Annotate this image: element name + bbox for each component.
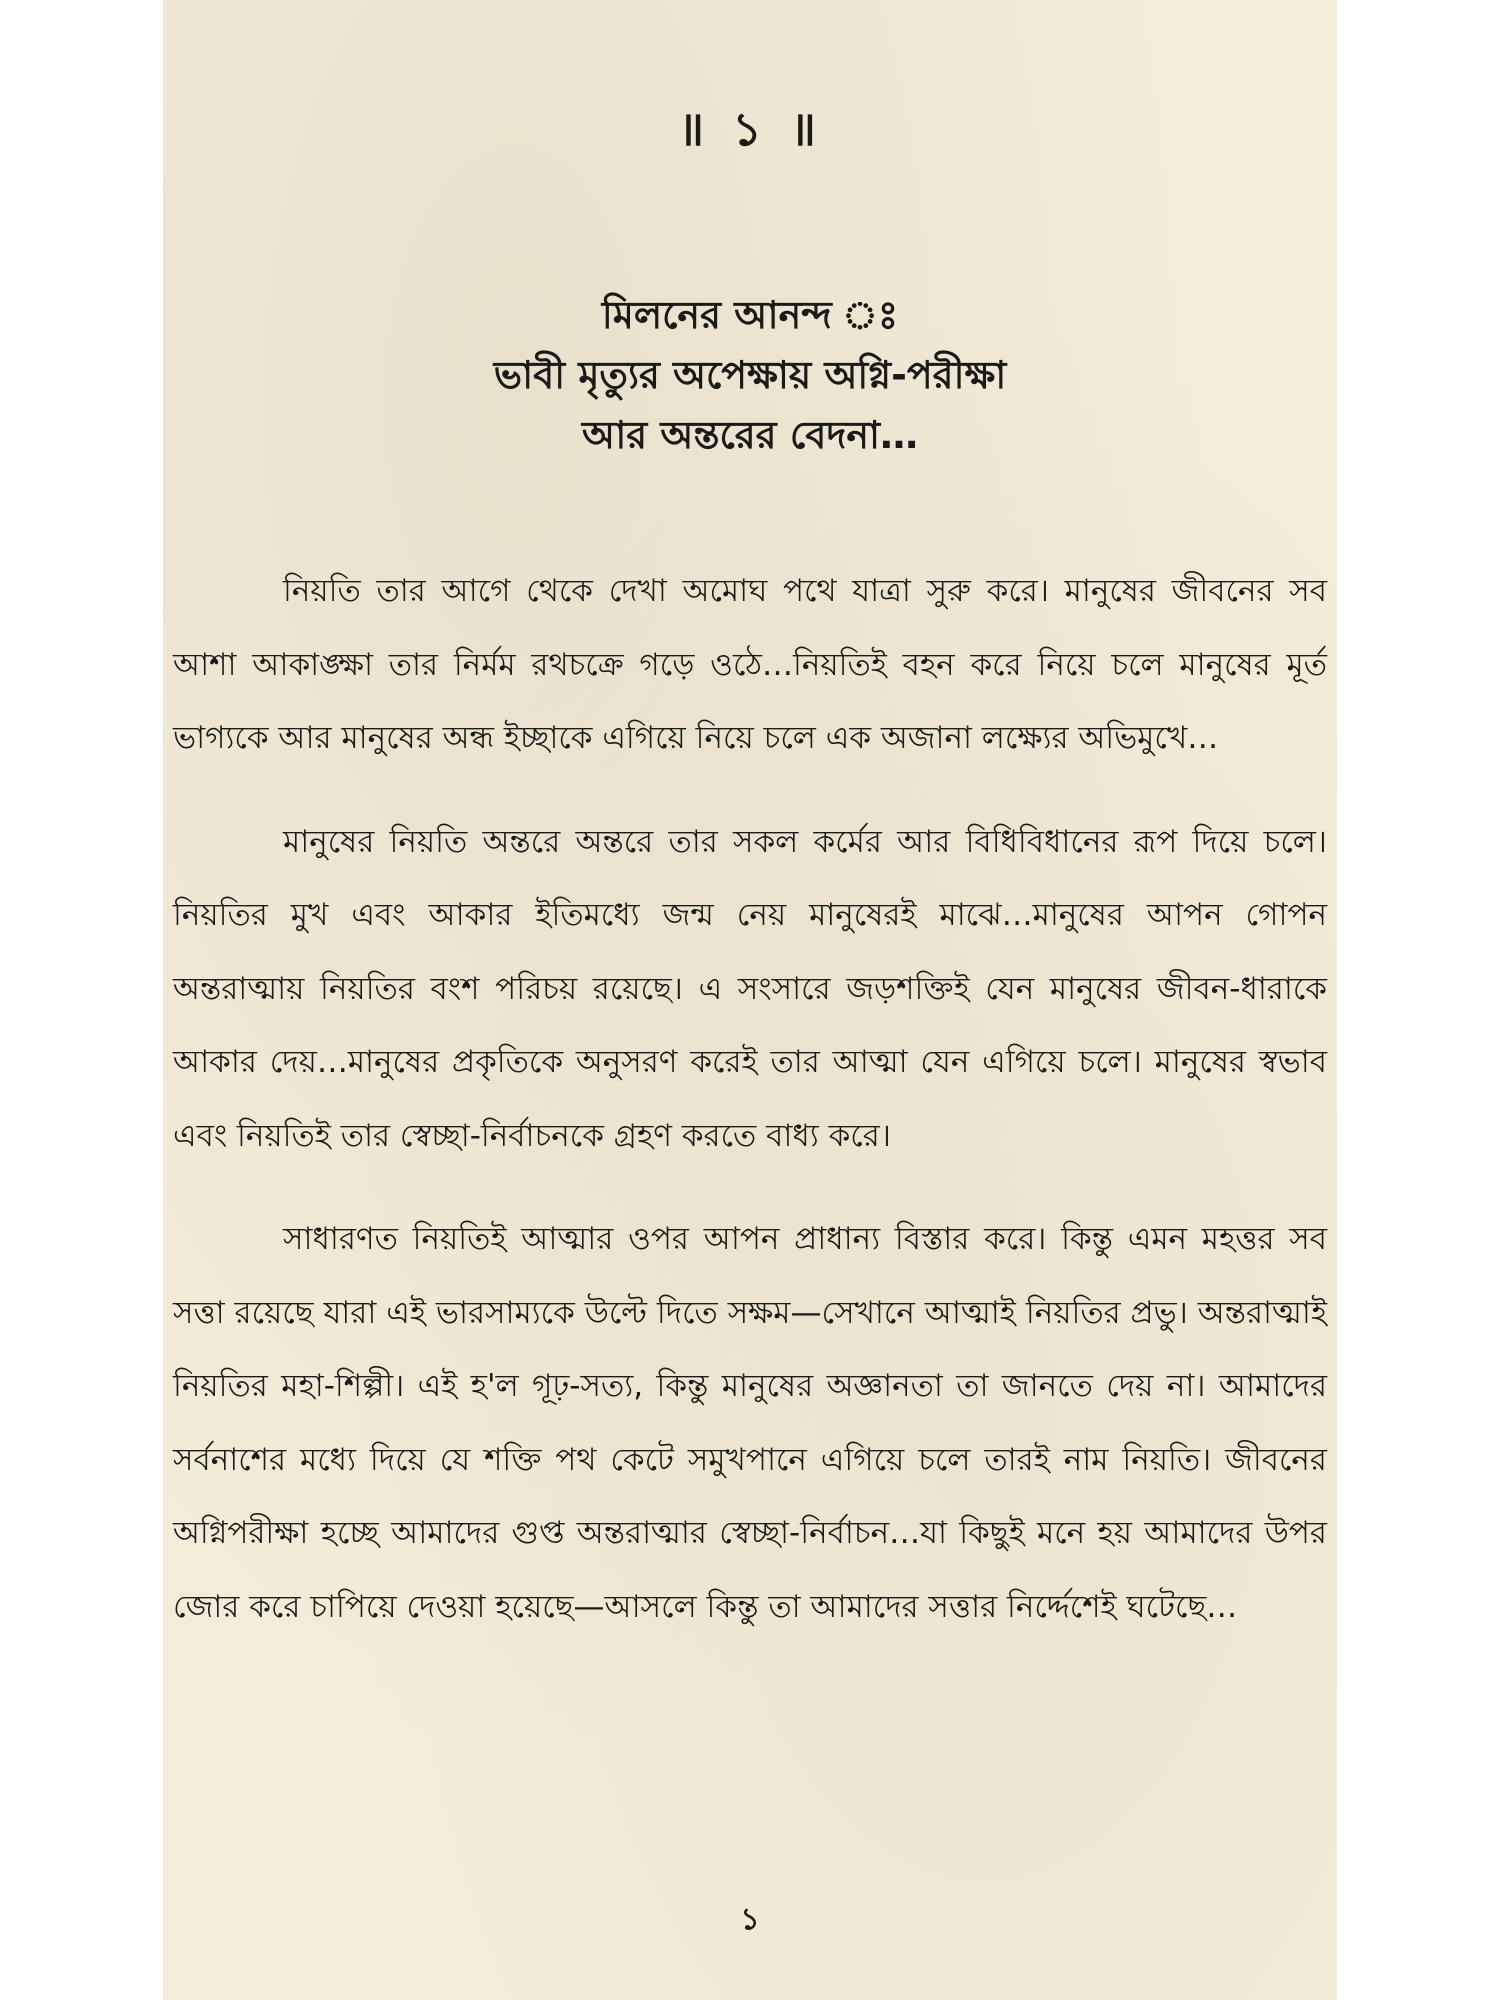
heading-line-1: মিলনের আনন্দ ঃ — [601, 293, 899, 337]
body-text — [173, 555, 1327, 1674]
paragraph-1: নিয়তি তার আগে থেকে দেখা অমোঘ পথে যাত্রা সুরু করে। মানুষের জীবনের সব আশা আকাঙ্ক্ষা তার নির্মম রথচক্রে গড়ে ওঠে…নিয়তিই বহন করে নিয়ে চলে মানুষের মূর্ত ভাগ্যকে আর মানুষের অন্ধ ইচ্ছাকে এগিয়ে নিয়ে চলে এক অজানা লক্ষ্যের অভিমুখে… — [173, 573, 1327, 756]
paragraph-3: সাধারণত নিয়তিই আত্মার ওপর আপন প্রাধান্য বিস্তার করে। কিন্তু এমন মহত্তর সব সত্তা রয়েছে যারা এই ভারসাম্যকে উল্টে দিতে সক্ষম—সেখানে আত্মাই নিয়তির প্রভু। অন্তরাত্মাই নিয়তির মহা-শিল্পী। এই হ'ল গূঢ়-সত্য, কিন্তু মানুষের অজ্ঞানতা তা জানতে দেয় না। আমাদের সর্বনাশের মধ্যে দিয়ে যে শক্তি পথ কেটে সমুখপানে এগিয়ে চলে তারই নাম নিয়তি। জীবনের অগ্নিপরীক্ষা হচ্ছে আমাদের গুপ্ত অন্তরাত্মার স্বেচ্ছা-নির্বাচন…যা কিছুই মনে হয় আমাদের উপর জোর করে চাপিয়ে দেওয়া হয়েছে—আসলে কিন্তু তা আমাদের সত্তার নির্দ্দেশেই ঘটেছে… — [173, 1221, 1327, 1625]
heading-line-2: ভাবী মৃত্যুর অপেক্ষায় অগ্নি-পরীক্ষা — [493, 353, 1007, 397]
heading-line-3: আর অন্তরের বেদনা… — [581, 413, 919, 457]
book-page — [163, 0, 1337, 2000]
page-number: ১ — [740, 1902, 760, 1937]
paragraph-2: মানুষের নিয়তি অন্তরে অন্তরে তার সকল কর্মের আর বিধিবিধানের রূপ দিয়ে চলে। নিয়তির মুখ এবং আকার ইতিমধ্যে জন্ম নেয় মানুষেরই মাঝে…মানুষের আপন গোপন অন্তরাত্মায় নিয়তির বংশ পরিচয় রয়েছে। এ সংসারে জড়শক্তিই যেন মানুষের জীবন-ধারাকে আকার দেয়…মানুষের প্রকৃতিকে অনুসরণ করেই তার আত্মা যেন এগিয়ে চলে। মানুষের স্বভাব এবং নিয়তিই তার স্বেচ্ছা-নির্বাচনকে গ্রহণ করতে বাধ্য করে। — [173, 823, 1327, 1154]
chapter-heading — [163, 285, 1337, 465]
chapter-number: ॥ ১ ॥ — [678, 102, 822, 156]
